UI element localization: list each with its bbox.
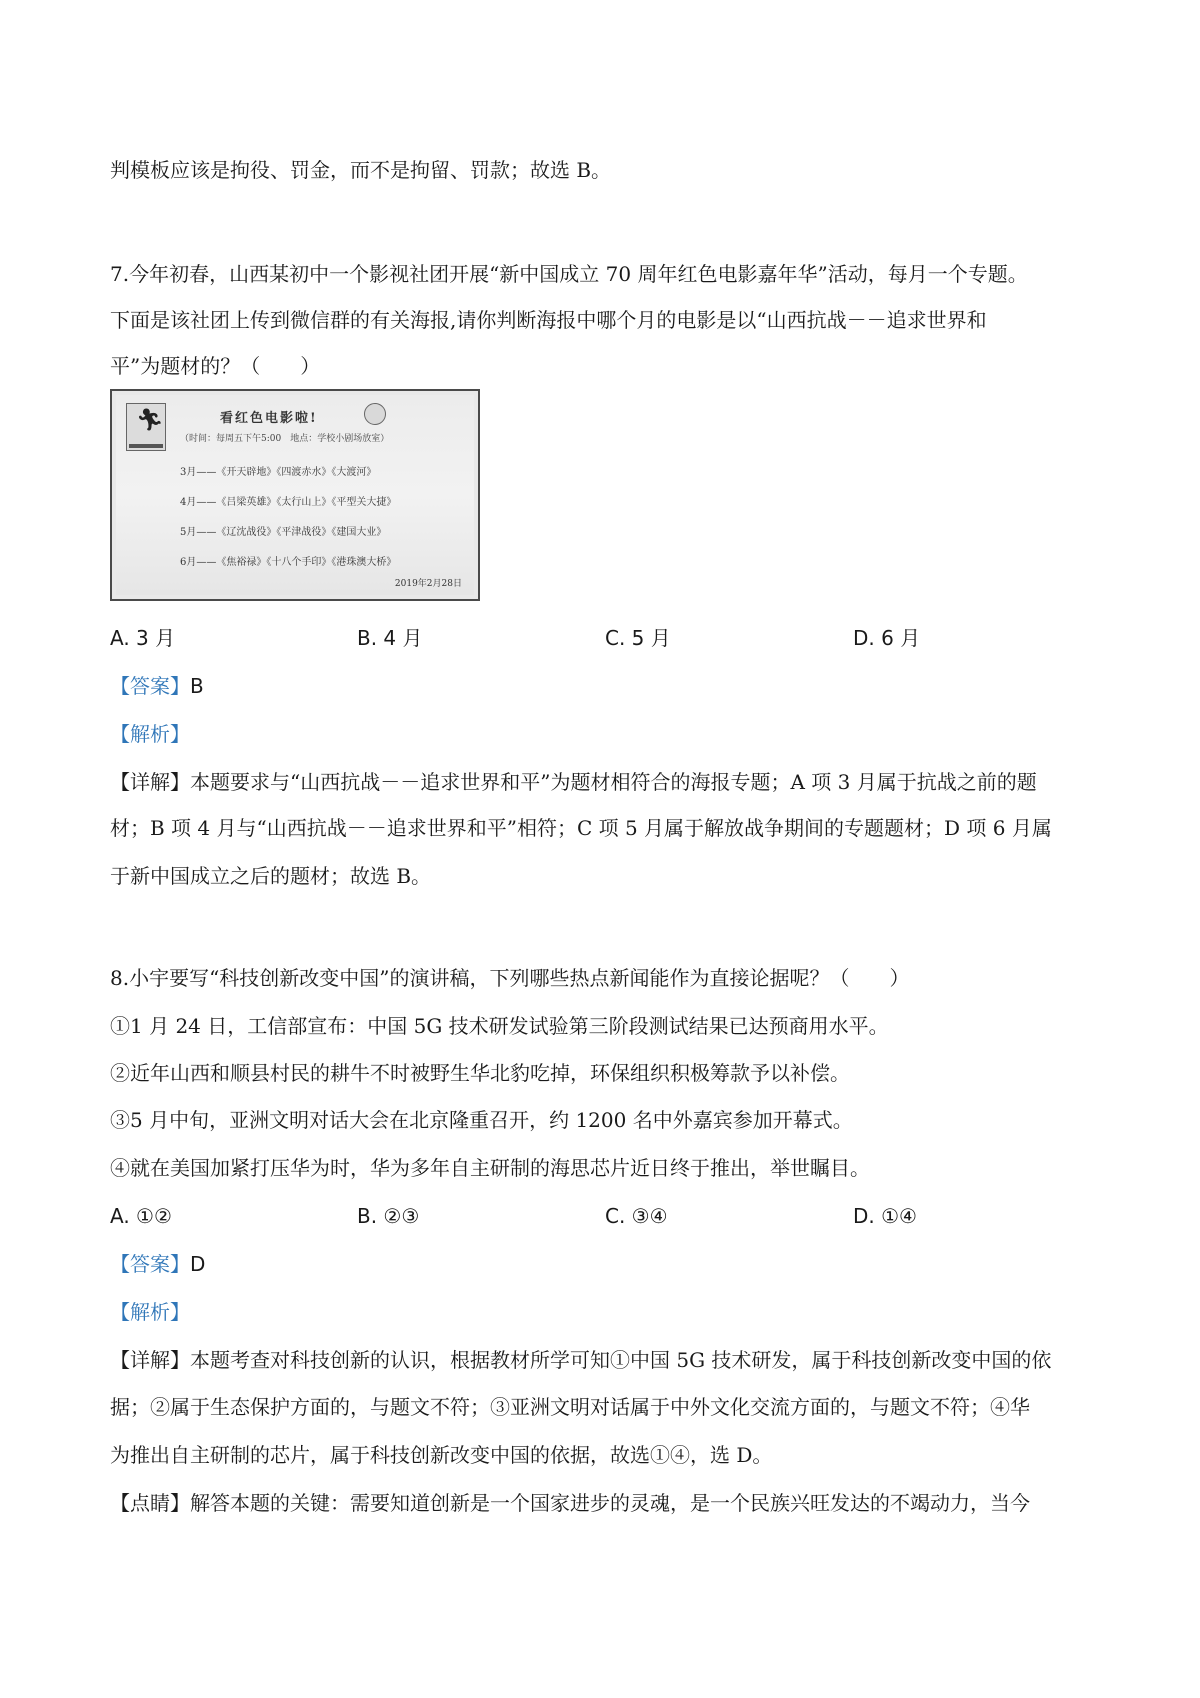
q8-option-a: A. ①② <box>110 1204 172 1228</box>
q8-stem: 8.小宇要写“科技创新改变中国”的演讲稿，下列哪些热点新闻能作为直接论据呢？（ ） <box>110 966 910 990</box>
q8-detail-line-1: 【详解】本题考查对科技创新的认识，根据教材所学可知①中国 5G 技术研发，属于科技创新改变中国的依 <box>110 1348 1052 1372</box>
q8-item-3: ③5 月中旬，亚洲文明对话大会在北京隆重召开，约 1200 名中外嘉宾参加开幕式。 <box>110 1108 853 1132</box>
poster-logo-icon: 🏃︎ <box>126 403 166 451</box>
q7-answer-value: B <box>190 674 204 698</box>
q7-option-b: B. 4 月 <box>357 626 423 650</box>
poster-subtitle: （时间：每周五下午5:00 地点：学校小剧场放室） <box>180 434 390 444</box>
q8-analysis-tag: 【解析】 <box>110 1300 190 1324</box>
q8-item-1: ①1 月 24 日，工信部宣布：中国 5G 技术研发试验第三阶段测试结果已达预商用水平。 <box>110 1014 889 1038</box>
q7-analysis-tag: 【解析】 <box>110 722 190 746</box>
poster-stamp-icon <box>364 403 386 425</box>
poster-title: 看红色电影啦! <box>220 411 318 426</box>
previous-answer-tail: 判模板应该是拘役、罚金，而不是拘留、罚款；故选 B。 <box>110 158 612 182</box>
q7-detail-line-2: 材；B 项 4 月与“山西抗战－－追求世界和平”相符；C 项 5 月属于解放战争期间的专题题材；D 项 6 月属 <box>110 816 1052 840</box>
q8-point-line: 【点睛】解答本题的关键：需要知道创新是一个国家进步的灵魂，是一个民族兴旺发达的不竭动力，当今 <box>110 1491 1030 1515</box>
q8-option-b: B. ②③ <box>357 1204 420 1228</box>
q8-detail-line-3: 为推出自主研制的芯片，属于科技创新改变中国的依据，故选①④，选 D。 <box>110 1443 773 1467</box>
q7-answer-tag: 【答案】 <box>110 674 190 698</box>
q7-detail-line-1: 【详解】本题要求与“山西抗战－－追求世界和平”为题材相符合的海报专题；A 项 3 月属于抗战之前的题 <box>110 770 1037 794</box>
q7-stem-line-1: 7.今年初春，山西某初中一个影视社团开展“新中国成立 70 周年红色电影嘉年华”活动，每月一个专题。 <box>110 262 1028 286</box>
q8-answer <box>110 1250 205 1278</box>
q7-option-c: C. 5 月 <box>605 626 671 650</box>
q7-poster-image <box>110 389 480 601</box>
q7-option-a: A. 3 月 <box>110 626 176 650</box>
poster-row-march: 3月——《开天辟地》《四渡赤水》《大渡河》 <box>180 467 377 478</box>
q7-option-d: D. 6 月 <box>853 626 921 650</box>
q8-option-d: D. ①④ <box>853 1204 917 1228</box>
poster-date: 2019年2月28日 <box>394 579 462 589</box>
q8-answer-value: D <box>190 1252 206 1276</box>
poster-row-may: 5月——《辽沈战役》《平津战役》《建国大业》 <box>180 527 387 538</box>
poster-row-april: 4月——《吕梁英雄》《太行山上》《平型关大捷》 <box>180 497 397 508</box>
q7-stem-line-3: 平”为题材的？（ ） <box>110 354 321 378</box>
q7-stem-line-2: 下面是该社团上传到微信群的有关海报,请你判断海报中哪个月的电影是以“山西抗战－－追求世界和 <box>110 308 987 332</box>
poster-row-june: 6月——《焦裕禄》《十八个手印》《港珠澳大桥》 <box>180 557 397 568</box>
q8-option-c: C. ③④ <box>605 1204 668 1228</box>
q7-answer <box>110 672 204 700</box>
q8-answer-tag: 【答案】 <box>110 1252 190 1276</box>
q8-item-4: ④就在美国加紧打压华为时，华为多年自主研制的海思芯片近日终于推出，举世瞩目。 <box>110 1156 870 1180</box>
q8-detail-line-2: 据；②属于生态保护方面的，与题文不符；③亚洲文明对话属于中外文化交流方面的，与题文不符；④华 <box>110 1395 1030 1419</box>
q7-detail-line-3: 于新中国成立之后的题材；故选 B。 <box>110 864 432 888</box>
q8-item-2: ②近年山西和顺县村民的耕牛不时被野生华北豹吃掉，环保组织积极筹款予以补偿。 <box>110 1061 850 1085</box>
